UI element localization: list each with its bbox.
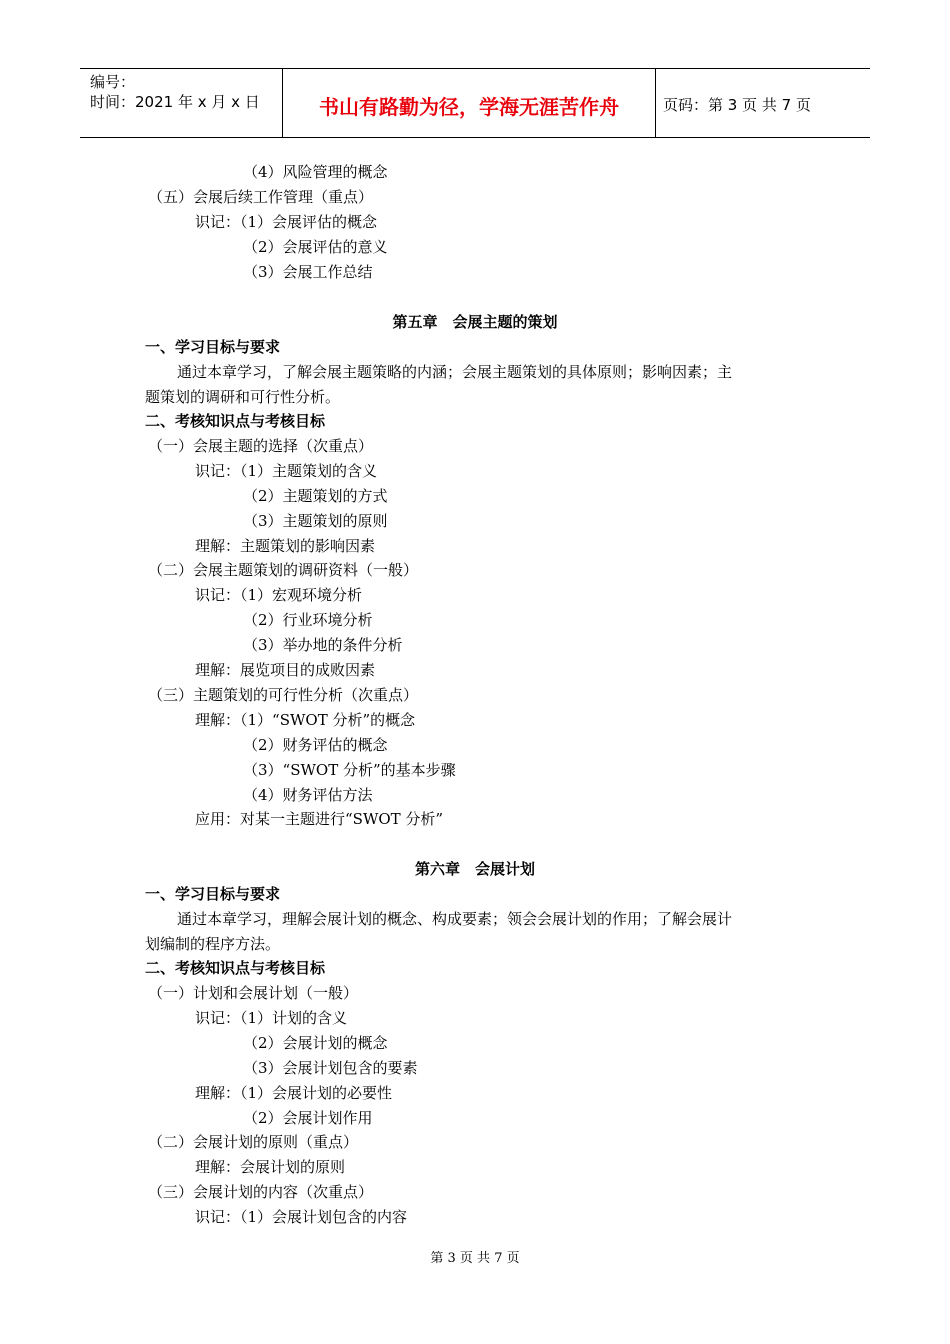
time-label: 时间：2021 年 x 月 x 日	[90, 93, 260, 111]
outline-item: 理解：（1）“SWOT 分析”的概念	[195, 711, 416, 729]
header-page-label: 页码：第 3 页 共 7 页	[663, 96, 811, 114]
outline-section: （三）主题策划的可行性分析（次重点）	[148, 686, 419, 704]
outline-item: （3）会展计划包含的要素	[243, 1059, 418, 1077]
paragraph-line: 通过本章学习，了解会展主题策略的内涵；会展主题策划的具体原则；影响因素；主	[177, 363, 733, 381]
header-page-cell	[655, 69, 870, 137]
outline-item: 识记：（1）会展计划包含的内容	[195, 1208, 408, 1226]
section-heading: 二、考核知识点与考核目标	[145, 959, 326, 977]
outline-item: （2）财务评估的概念	[243, 736, 388, 754]
outline-item: （2）行业环境分析	[243, 611, 373, 629]
outline-item: （3）举办地的条件分析	[243, 636, 403, 654]
outline-section: （二）会展计划的原则（重点）	[148, 1133, 359, 1151]
outline-item: 识记：（1）会展评估的概念	[195, 213, 378, 231]
outline-item: 应用：对某一主题进行“SWOT 分析”	[195, 810, 444, 828]
motto-text: 书山有路勤为径，学海无涯苦作舟	[319, 95, 619, 119]
outline-item: （4）风险管理的概念	[243, 163, 388, 181]
header-motto-cell	[282, 69, 656, 137]
outline-item: （4）财务评估方法	[243, 786, 373, 804]
chapter-5-title: 第五章 会展主题的策划	[392, 313, 558, 331]
outline-item: （2）会展计划作用	[243, 1109, 373, 1127]
outline-item: （2）会展评估的意义	[243, 238, 388, 256]
outline-item: （2）会展计划的概念	[243, 1034, 388, 1052]
outline-item: （3）主题策划的原则	[243, 512, 388, 530]
paragraph-line: 题策划的调研和可行性分析。	[145, 388, 341, 406]
outline-item: 理解：会展计划的原则	[195, 1158, 346, 1176]
outline-item: 理解：（1）会展计划的必要性	[195, 1084, 393, 1102]
outline-section: （一）会展主题的选择（次重点）	[148, 437, 374, 455]
page-footer: 第 3 页 共 7 页	[430, 1251, 520, 1266]
chapter-6-title: 第六章 会展计划	[414, 860, 535, 878]
outline-item: 识记：（1）计划的含义	[195, 1009, 348, 1027]
outline-item: 识记：（1）主题策划的含义	[195, 462, 378, 480]
section-heading: 一、学习目标与要求	[145, 338, 281, 356]
header-meta-cell	[80, 69, 282, 137]
number-label: 编号：	[90, 73, 136, 91]
outline-section: （五）会展后续工作管理（重点）	[148, 188, 374, 206]
outline-item: （3）会展工作总结	[243, 263, 373, 281]
outline-item: 识记：（1）宏观环境分析	[195, 586, 363, 604]
outline-section: （一）计划和会展计划（一般）	[148, 984, 359, 1002]
outline-item: （2）主题策划的方式	[243, 487, 388, 505]
section-heading: 二、考核知识点与考核目标	[145, 412, 326, 430]
outline-section: （三）会展计划的内容（次重点）	[148, 1183, 374, 1201]
outline-item: 理解：主题策划的影响因素	[195, 537, 376, 555]
outline-item: （3）“SWOT 分析”的基本步骤	[243, 761, 456, 779]
page-header	[80, 68, 870, 138]
section-heading: 一、学习目标与要求	[145, 885, 281, 903]
paragraph-line: 划编制的程序方法。	[145, 935, 281, 953]
outline-item: 理解：展览项目的成败因素	[195, 661, 376, 679]
paragraph-line: 通过本章学习，理解会展计划的概念、构成要素；领会会展计划的作用；了解会展计	[177, 910, 733, 928]
outline-section: （二）会展主题策划的调研资料（一般）	[148, 561, 419, 579]
